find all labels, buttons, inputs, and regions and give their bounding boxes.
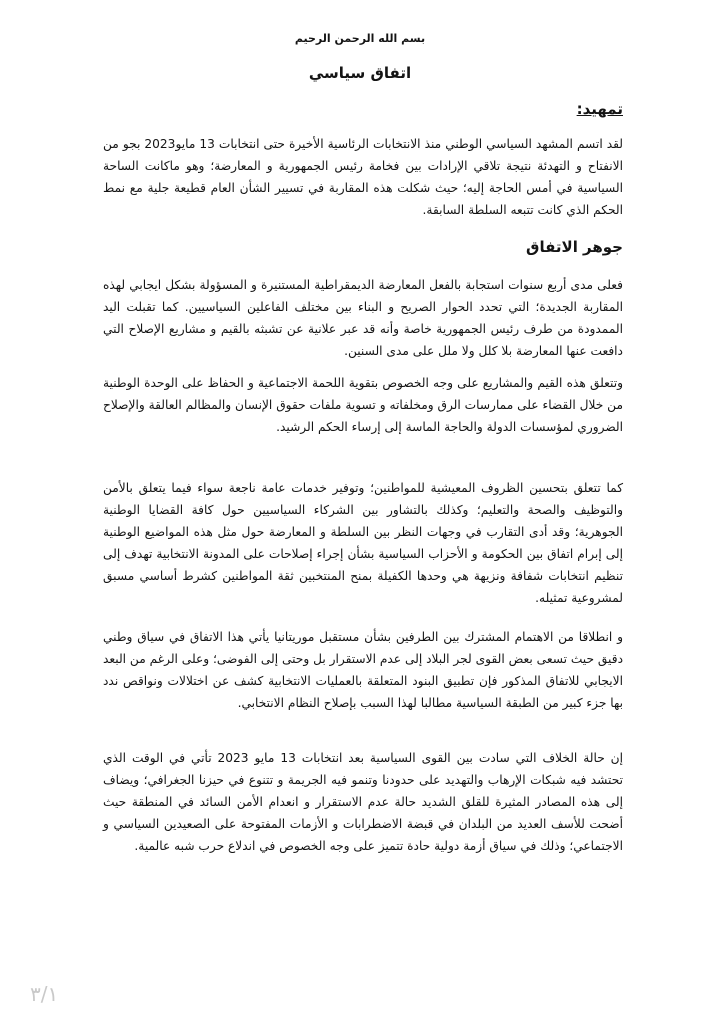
intro-paragraph: لقد اتسم المشهد السياسي الوطني منذ الانتخابات الرئاسية الأخيرة حتى انتخابات 13 مايو2023 بجو من الانفتاح و التهدئة نتيجة تلاقي الإرادات بين فخامة رئيس الجمهورية و المعارضة؛ وهو ماكانت الساحة السياسية في أمس الحاجة إليه؛ حيث شكلت هذه المقاربة في تسيير الشأن العام قطيعة جلية مع نمط الحكم الذي كانت تتبعه السلطة السابقة. — [103, 137, 624, 217]
body-paragraph: كما تتعلق بتحسين الظروف المعيشية للمواطنين؛ وتوفير خدمات عامة ناجعة سواء فيما يتعلق بالأمن والتوظيف والصحة والتعليم؛ وكذلك بالتشاور بين الشركاء السياسيين حول كافة القضايا الوطنية الجوهرية؛ وقد أدى التقارب في وجهات النظر بين السلطة و المعارضة حول مثل هذه المواضيع الوطنية إلى إبرام اتفاق بين الحكومة و الأحزاب السياسية بشأن إجراء إصلاحات على المدونة الانتخابية تهدف إلى تنظيم انتخابات شفافة ونزيهة هي وحدها الكفيلة بمنح المنتخبين ثقة المواطنين كشرط أساسي مسبق لمشروعية تمثيله. — [103, 481, 623, 605]
basmala: بسم الله الرحمن الرحيم — [294, 32, 426, 45]
intro-heading: تمهيد: — [576, 100, 623, 118]
body-paragraph: و انطلاقا من الاهتمام المشترك بين الطرفين بشأن مستقبل موريتانيا يأتي هذا الاتفاق في سياق وطني دقيق حيث تسعى بعض القوى لجر البلاد إلى عدم الاستقرار بل وحتى إلى الفوضى؛ وعلى الرغم من البعد الايجابي للاتفاق المذكور فإن تطبيق البنود المتعلقة بالعمليات الانتخابية كشف عن اختلالات ونواقص ندد بها جزء كبير من الطبقة السياسية مطالبا لهذا السبب بإصلاح النظام الانتخابي. — [103, 630, 623, 710]
page-number: ٣/١ — [30, 982, 59, 1006]
document-title: اتفاق سياسي — [308, 64, 412, 82]
body-paragraph: إن حالة الخلاف التي سادت بين القوى السياسية بعد انتخابات 13 مايو 2023 تأتي في الوقت الذي تحتشد فيه شبكات الإرهاب والتهديد على حدودنا وتنمو فيه الجريمة و تتنوع في حيزنا الجغرافي؛ ويضاف إلى هذه المصادر المثيرة للقلق الشديد حالة عدم الاستقرار و انعدام الأمن السائد في المنطقة حيث أضحت للأسف العديد من البلدان في قبضة الاضطرابات و الأزمات المفتوحة على الصعيدين السياسي و الاجتماعي؛ وذلك في سياق أزمة دولية حادة تتميز على وجه الخصوص في اندلاع حرب شبه عالمية. — [103, 751, 623, 853]
body-paragraph: وتتعلق هذه القيم والمشاريع على وجه الخصوص بتقوية اللحمة الاجتماعية و الحفاظ على الوحدة الوطنية من خلال القضاء على ممارسات الرق ومخلفاته و تسوية ملفات حقوق الإنسان والمظالم العالقة والإصلاح الضروري لمؤسسات الدولة والحاجة الماسة إلى إرساء الحكم الرشيد. — [103, 376, 623, 434]
core-heading: جوهر الاتفاق — [526, 238, 623, 256]
body-paragraph: فعلى مدى أربع سنوات استجابة بالفعل المعارضة الديمقراطية المستنيرة و المسؤولة بشكل ايجابي لهذه المقاربة الجديدة؛ التي تحدد الحوار الصريح و البناء بين مختلف الفاعلين السياسيين. كما تقبلت اليد الممدودة من طرف رئيس الجمهورية خاصة وأنه قد عبر علانية عن تشبثه بالقيم و مشاريع الإصلاح التي دافعت عنها المعارضة بلا كلل ولا ملل على مدى السنين. — [103, 278, 623, 358]
